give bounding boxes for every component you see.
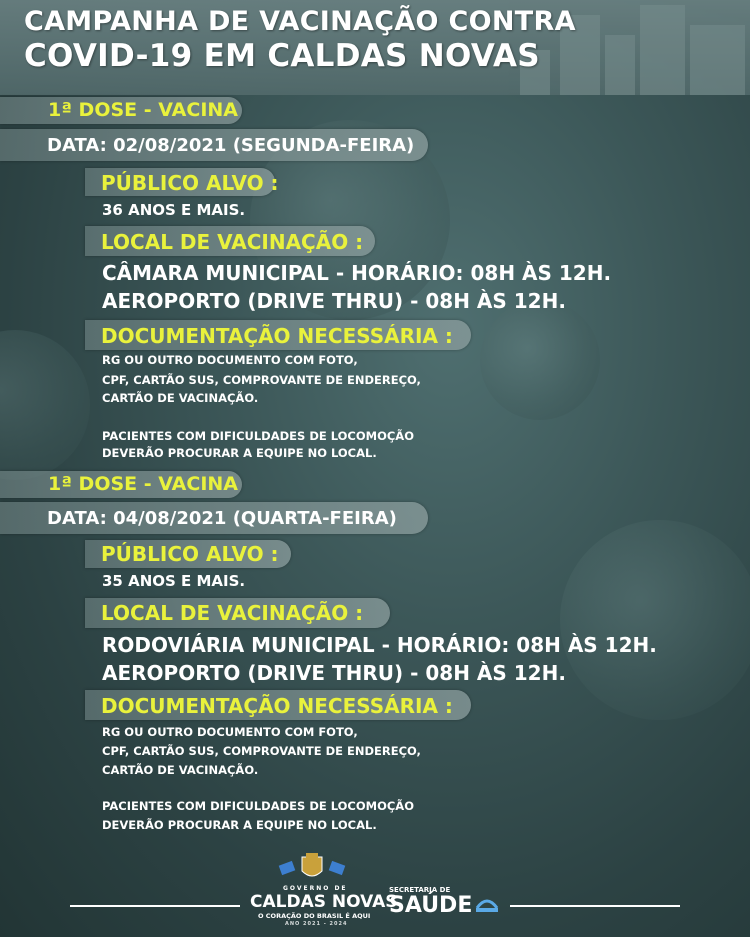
date-label: DATA: 04/08/2021 (QUARTA-FEIRA) [47, 508, 397, 529]
virus-illustration [560, 520, 750, 720]
local-line-2: AEROPORTO (DRIVE THRU) - 08H ÀS 12H. [102, 289, 566, 313]
virus-illustration [0, 330, 90, 480]
doc-line-3: CARTÃO DE VACINAÇÃO. [102, 763, 259, 777]
documentacao-label: DOCUMENTAÇÃO NECESSÁRIA : [101, 694, 453, 718]
publico-alvo-value: 35 ANOS E MAIS. [102, 572, 246, 590]
campaign-title-line1: CAMPANHA DE VACINAÇÃO CONTRA [24, 6, 576, 37]
doc-line-3: CARTÃO DE VACINAÇÃO. [102, 391, 259, 405]
note-line-2: DEVERÃO PROCURAR A EQUIPE NO LOCAL. [102, 446, 377, 460]
note-line-1: PACIENTES COM DIFICULDADES DE LOCOMOÇÃO [102, 799, 414, 813]
documentacao-label: DOCUMENTAÇÃO NECESSÁRIA : [101, 324, 453, 348]
campaign-title-line2: COVID-19 EM CALDAS NOVAS [24, 38, 540, 74]
building-shape [605, 35, 635, 95]
local-vacinacao-label: LOCAL DE VACINAÇÃO : [101, 230, 364, 254]
building-shape [690, 25, 745, 95]
saude-logo-text: SAÚDE [389, 893, 473, 918]
footer-divider-left [70, 905, 240, 907]
secretaria-label: SECRETARIA DE [389, 886, 451, 894]
publico-alvo-label: PÚBLICO ALVO : [101, 171, 279, 195]
gov-small-label: GOVERNO DE [283, 885, 348, 892]
local-vacinacao-label: LOCAL DE VACINAÇÃO : [101, 601, 364, 625]
footer-divider-right [510, 905, 680, 907]
publico-alvo-label: PÚBLICO ALVO : [101, 542, 279, 566]
virus-illustration [480, 300, 600, 420]
doc-line-1: RG OU OUTRO DOCUMENTO COM FOTO, [102, 353, 358, 367]
publico-alvo-value: 36 ANOS E MAIS. [102, 201, 246, 219]
date-label: DATA: 02/08/2021 (SEGUNDA-FEIRA) [47, 135, 415, 156]
city-coat-of-arms-icon [272, 853, 352, 883]
dose-label: 1ª DOSE - VACINA [48, 473, 238, 495]
note-line-1: PACIENTES COM DIFICULDADES DE LOCOMOÇÃO [102, 429, 414, 443]
doc-line-2: CPF, CARTÃO SUS, COMPROVANTE DE ENDEREÇO, [102, 744, 421, 758]
local-line-2: AEROPORTO (DRIVE THRU) - 08H ÀS 12H. [102, 661, 566, 685]
doc-line-1: RG OU OUTRO DOCUMENTO COM FOTO, [102, 725, 358, 739]
note-line-2: DEVERÃO PROCURAR A EQUIPE NO LOCAL. [102, 818, 377, 832]
saude-logo-icon [474, 894, 500, 914]
dose-label: 1ª DOSE - VACINA [48, 99, 238, 121]
local-line-1: RODOVIÁRIA MUNICIPAL - HORÁRIO: 08H ÀS 12H. [102, 633, 657, 657]
years-text: ANO 2021 - 2024 [285, 921, 348, 927]
building-shape [640, 5, 685, 95]
slogan-text: O CORAÇÃO DO BRASIL É AQUI [258, 912, 371, 920]
doc-line-2: CPF, CARTÃO SUS, COMPROVANTE DE ENDEREÇO, [102, 373, 421, 387]
local-line-1: CÂMARA MUNICIPAL - HORÁRIO: 08H ÀS 12H. [102, 261, 612, 285]
city-logo-text: CALDAS NOVAS [250, 892, 398, 912]
